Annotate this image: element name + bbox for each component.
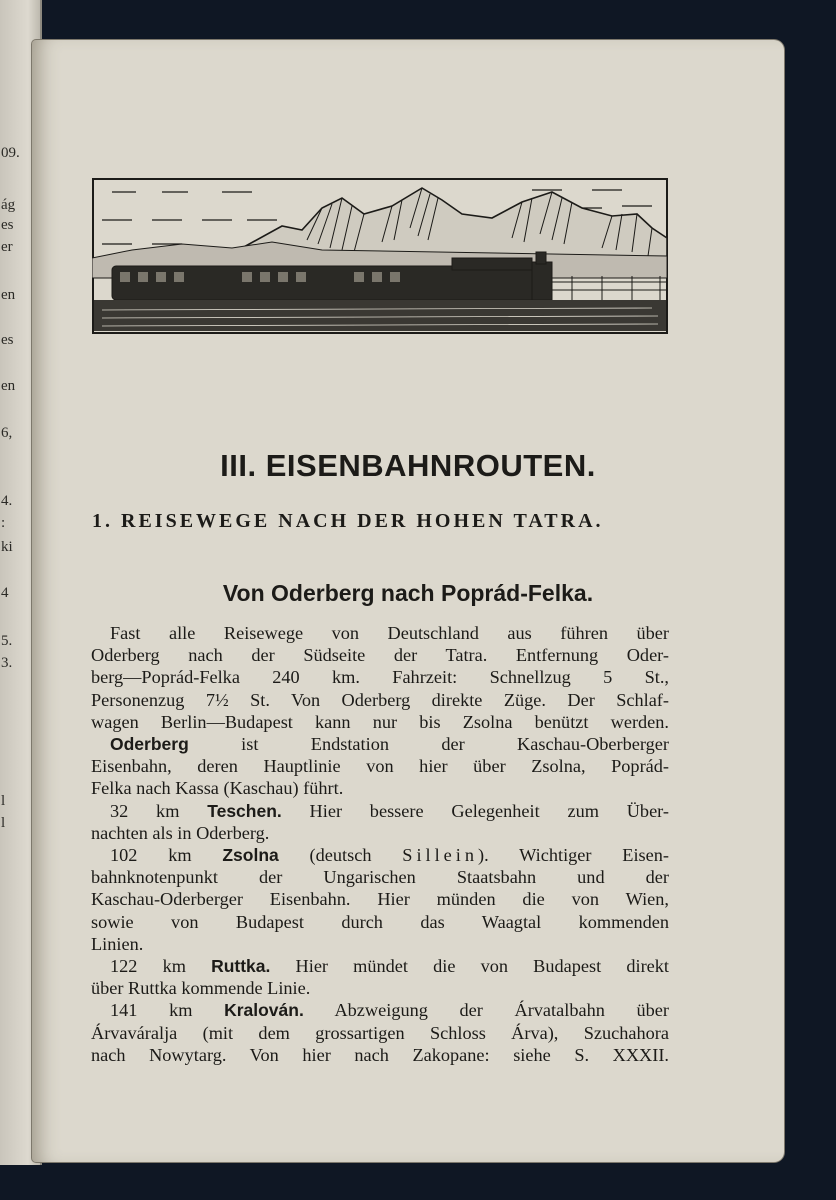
chapter-title: III. EISENBAHNROUTEN. [220, 448, 596, 483]
place-name: Ruttka. [211, 956, 271, 977]
text-line: 122 km Ruttka. Hier mündet die von Budapest direkt [110, 956, 669, 977]
section-title: 1. REISEWEGE NACH DER HOHEN TATRA. [92, 510, 604, 532]
text-line: Fast alle Reisewege von Deutschland aus führen über [110, 623, 669, 643]
left-page-fragment: 09. [1, 145, 20, 161]
place-name: Oderberg [110, 734, 189, 755]
left-page-fragment: 3. [1, 655, 13, 671]
left-page-fragment: es [1, 217, 14, 233]
left-page-fragment: l [1, 815, 6, 831]
text-line: Oderberg nach der Südseite der Tatra. Entfernung Oder- [91, 645, 669, 666]
text-line: Oderberg ist Endstation der Kaschau-Oberberger [110, 734, 669, 755]
left-page-fragment: ág [1, 197, 16, 213]
place-name: Teschen. [207, 800, 282, 821]
text-line: 102 km Zsolna (deutsch Sillein). Wichtiger Eisen- [110, 845, 669, 866]
left-page-fragment: er [1, 239, 13, 255]
text-line: über Ruttka kommende Linie. [91, 978, 311, 999]
left-page-fragment: es [1, 332, 14, 348]
text-line: Personenzug 7½ St. Von Oderberg direkte Züge. Der Schlaf- [91, 689, 669, 710]
left-page-fragment: : [1, 515, 6, 531]
text-line: 32 km Teschen. Hier bessere Gelegenheit zum Über- [110, 800, 669, 821]
text-line: Árvaváralja (mit dem grossartigen Schloss Árva), Szuchahora [91, 1022, 669, 1043]
place-name: Zsolna [222, 845, 279, 866]
text-line: 141 km Kralován. Abzweigung der Árvatalbahn über [110, 1000, 669, 1021]
text-line: Linien. [91, 933, 144, 954]
left-page-fragment: 4. [1, 493, 13, 509]
body-text [91, 622, 669, 1066]
text-line: Felka nach Kassa (Kaschau) führt. [91, 778, 344, 799]
left-page-fragment: 4 [1, 585, 9, 601]
left-page-fragment: en [1, 378, 16, 394]
train-illustration [92, 178, 668, 334]
place-name: Kralován. [224, 1000, 304, 1021]
text-line: nach Nowytarg. Von hier nach Zakopane: siehe S. XXXII. [91, 1044, 669, 1065]
text-line: Eisenbahn, deren Hauptlinie von hier über Zsolna, Poprád- [91, 756, 669, 777]
route-title: Von Oderberg nach Poprád-Felka. [222, 580, 594, 606]
left-page-fragment: ki [1, 539, 13, 555]
left-page-fragment: l [1, 793, 6, 809]
text-line: wagen Berlin—Budapest kann nur bis Zsolna benützt werden. [91, 711, 669, 732]
text-line: Kaschau-Oderberger Eisenbahn. Hier münden die von Wien, [91, 889, 669, 910]
text-line: nachten als in Oderberg. [91, 822, 270, 843]
text-line: bahnknotenpunkt der Ungarischen Staatsbahn und der [91, 867, 669, 888]
text-line: berg—Poprád-Felka 240 km. Fahrzeit: Schnellzug 5 St., [91, 667, 669, 688]
text-line: sowie von Budapest durch das Waagtal kommenden [91, 911, 669, 932]
book-page [32, 40, 784, 1162]
left-page-fragment: en [1, 287, 16, 303]
left-page-fragment: 5. [1, 633, 13, 649]
left-page-fragment: 6, [1, 425, 13, 441]
